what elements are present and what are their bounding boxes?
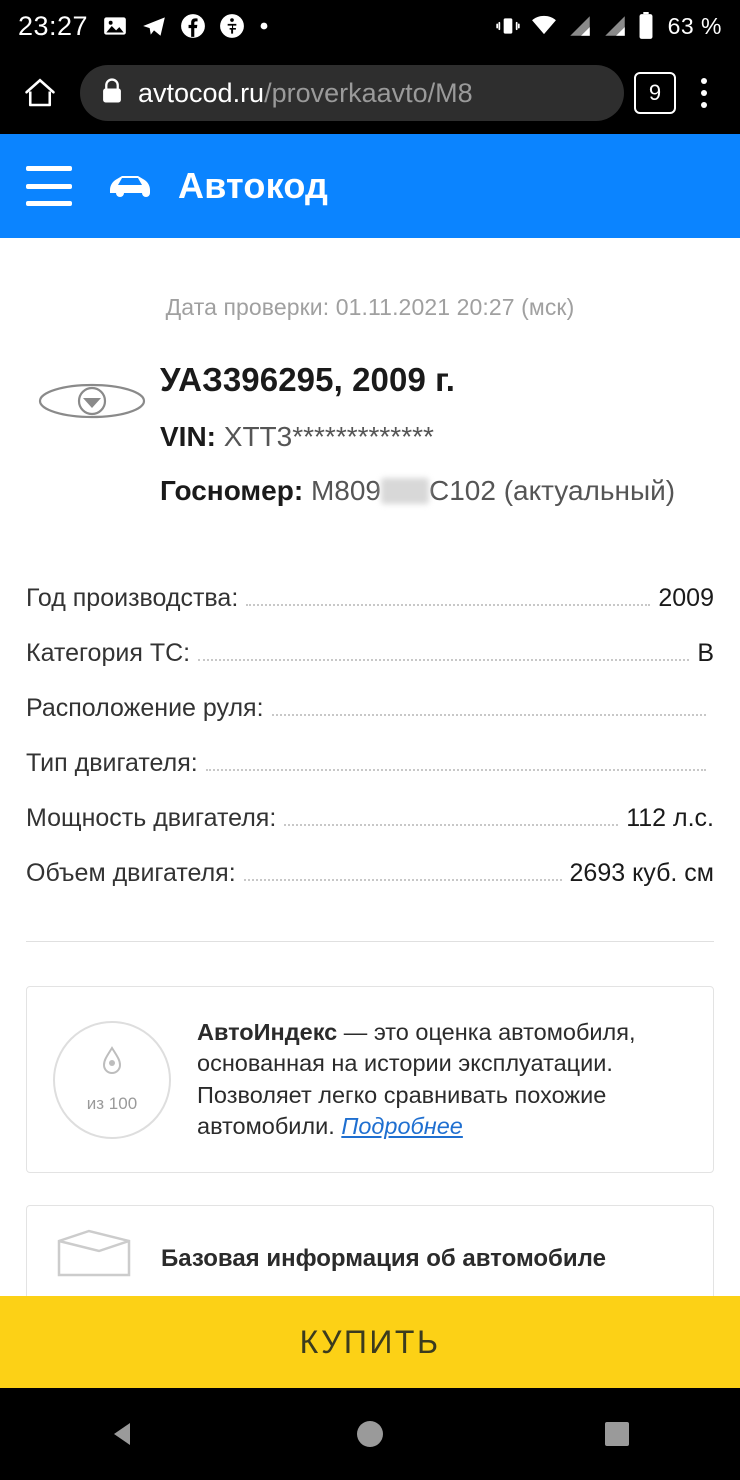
spec-label: Мощность двигателя: [26, 804, 277, 832]
specs-table [26, 571, 714, 901]
autoindex-more-link[interactable]: Подробнее [341, 1112, 463, 1139]
spec-label: Категория ТС: [26, 639, 191, 667]
brand-logo[interactable] [106, 165, 328, 207]
spec-label: Год производства: [26, 584, 239, 612]
plate-prefix: M809 [310, 475, 381, 506]
plate-row [160, 475, 714, 507]
autoindex-term: АвтоИндекс [197, 1019, 338, 1045]
lock-icon [100, 77, 124, 110]
spec-label: Тип двигателя: [26, 749, 198, 777]
facebook-icon [180, 13, 206, 39]
drop-gauge-icon [53, 1021, 171, 1139]
table-row [26, 626, 714, 681]
circle-home-icon[interactable] [310, 1388, 430, 1480]
vehicle-info [154, 361, 714, 507]
signal-2-icon [602, 13, 628, 39]
uaz-logo-icon [30, 361, 154, 507]
tab-counter-button[interactable]: 9 [634, 72, 676, 114]
spec-dots [244, 879, 562, 881]
spec-dots [284, 824, 618, 826]
wifi-icon [530, 13, 558, 39]
gauge-drop-shape [99, 1045, 125, 1090]
page-content [0, 238, 740, 1388]
url-domain: avtocod.ru [138, 77, 265, 108]
status-clock: 23:27 [18, 10, 89, 41]
battery-icon [637, 12, 655, 40]
check-date: Дата проверки: 01.11.2021 20:27 (мск) [165, 294, 575, 320]
autoindex-body: — это оценка автомобиля, основанная на истории эксплуатации. Позволяет легко сравнивать похожие автомобили. [197, 1019, 636, 1139]
vin-value: XTT3************* [223, 421, 434, 452]
triangle-back-icon[interactable] [63, 1388, 183, 1480]
square-recents-icon[interactable] [557, 1388, 677, 1480]
document-icon [53, 1225, 135, 1292]
vehicle-title: УАЗ396295, 2009 г. [160, 361, 455, 398]
battery-percentage: 63 % [667, 12, 722, 39]
hamburger-menu-icon[interactable] [26, 166, 72, 206]
spec-value: 112 л.с. [626, 804, 714, 832]
spec-dots [206, 769, 706, 771]
table-row [26, 791, 714, 846]
kebab-menu-icon[interactable] [682, 67, 726, 119]
vin-label: VIN: [160, 421, 216, 452]
signal-1-icon [567, 13, 593, 39]
url-text [138, 78, 473, 109]
url-bar[interactable] [80, 65, 624, 121]
spec-value: 2009 [658, 584, 714, 612]
status-notification-icons [102, 13, 494, 39]
image-icon [102, 13, 128, 39]
vibrate-icon [495, 13, 521, 39]
table-row [26, 736, 714, 791]
spec-dots [198, 659, 689, 661]
table-row [26, 846, 714, 901]
basic-info-title: Базовая информация об автомобиле [161, 1244, 606, 1272]
section-divider [26, 941, 714, 942]
buy-button[interactable] [0, 1296, 740, 1388]
vin-row [160, 421, 714, 453]
autoindex-description [197, 1017, 687, 1142]
spec-value: 2693 куб. см [569, 859, 714, 887]
autoindex-card [26, 986, 714, 1173]
disability-app-icon [219, 13, 245, 39]
table-row [26, 571, 714, 626]
plate-suffix: C102 (актуальный) [428, 475, 676, 506]
status-system-icons [495, 12, 722, 40]
dot-icon [258, 20, 270, 32]
spec-label: Расположение руля: [26, 694, 264, 722]
vehicle-header [26, 361, 714, 507]
spec-label: Объем двигателя: [26, 859, 236, 887]
plate-blurred-part [381, 478, 429, 504]
browser-toolbar [0, 52, 740, 134]
home-icon[interactable] [14, 67, 66, 119]
android-nav-bar [0, 1388, 740, 1480]
table-row [26, 681, 714, 736]
telegram-icon [141, 13, 167, 39]
spec-dots [272, 714, 706, 716]
spec-dots [246, 604, 650, 606]
brand-name: Автокод [178, 165, 329, 206]
gauge-caption: из 100 [86, 1094, 138, 1113]
status-bar [0, 0, 740, 52]
url-path: /proverkaavto/M8 [264, 77, 473, 108]
plate-label: Госномер: [160, 475, 304, 506]
spec-value: B [697, 639, 714, 667]
car-logo-icon [106, 168, 160, 205]
site-header [0, 134, 740, 238]
buy-button-label: КУПИТЬ [299, 1323, 441, 1360]
